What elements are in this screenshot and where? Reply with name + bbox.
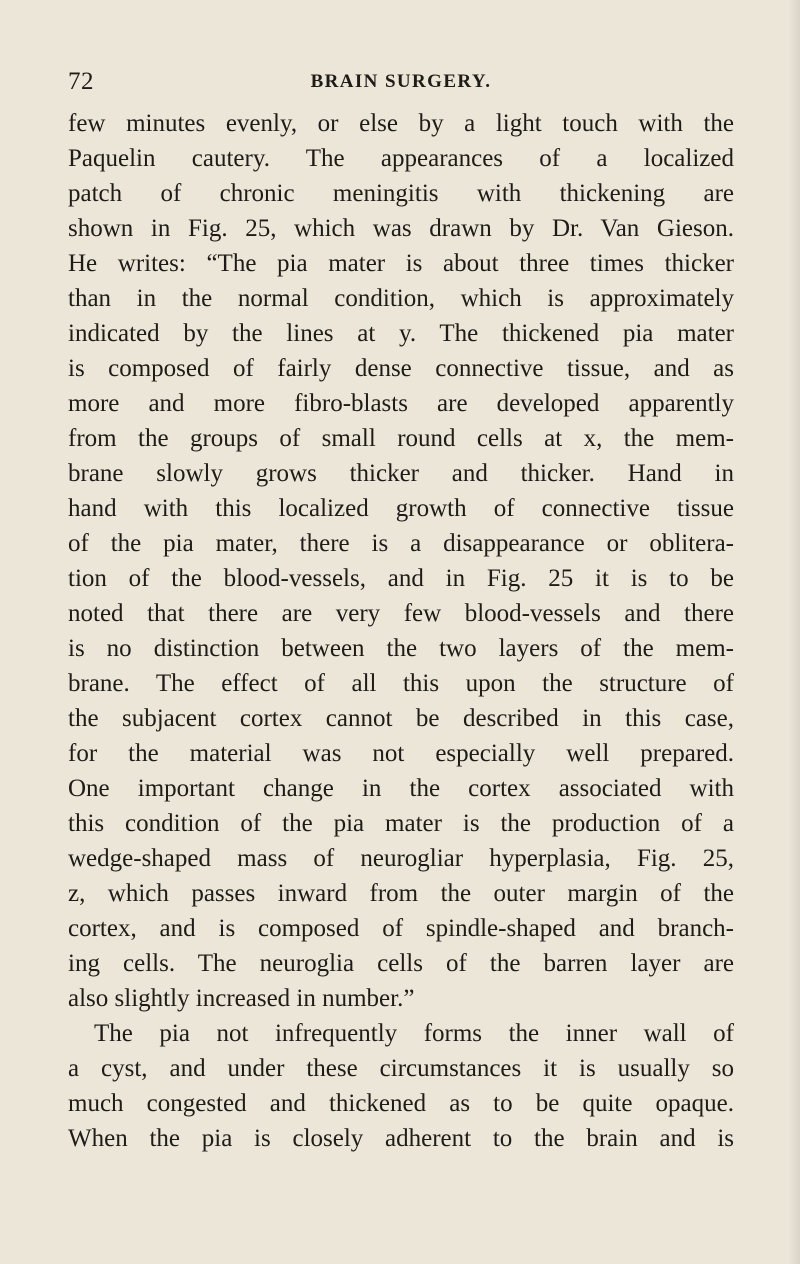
text-line: cortex, and is composed of spindle-shaped and branch- — [68, 915, 734, 942]
paragraph-start-line: The pia not infrequently forms the inner wall of — [94, 1020, 734, 1047]
text-line: z, which passes inward from the outer margin of the — [68, 880, 734, 907]
text-line: also slightly increased in number.” — [68, 985, 415, 1012]
text-line: Paquelin cautery. The appearances of a localized — [68, 145, 734, 172]
text-line: When the pia is closely adherent to the brain and is — [68, 1125, 734, 1152]
body-text — [68, 106, 734, 1156]
running-title: BRAIN SURGERY. — [310, 71, 492, 92]
text-line: brane slowly grows thicker and thicker. Hand in — [68, 460, 734, 487]
text-line: One important change in the cortex associated with — [68, 775, 734, 802]
text-line: wedge-shaped mass of neurogliar hyperplasia, Fig. 25, — [68, 845, 734, 872]
text-line: noted that there are very few blood-vessels and there — [68, 600, 734, 627]
text-line: few minutes evenly, or else by a light touch with the — [68, 110, 734, 137]
text-line: the subjacent cortex cannot be described in this case, — [68, 705, 734, 732]
page-header — [68, 66, 734, 98]
text-line: is composed of fairly dense connective tissue, and as — [68, 355, 734, 382]
text-line: from the groups of small round cells at x, the mem- — [68, 425, 734, 452]
text-line: hand with this localized growth of connective tissue — [68, 495, 734, 522]
text-line: more and more fibro-blasts are developed apparently — [68, 390, 734, 417]
text-line: ing cells. The neuroglia cells of the barren layer are — [68, 950, 734, 977]
text-line: is no distinction between the two layers of the mem- — [68, 635, 734, 662]
text-line: patch of chronic meningitis with thickening are — [68, 180, 734, 207]
text-line: this condition of the pia mater is the production of a — [68, 810, 734, 837]
text-line: brane. The effect of all this upon the structure of — [68, 670, 734, 697]
page-number: 72 — [68, 68, 94, 95]
page-edge-shadow — [788, 0, 800, 1264]
text-line: for the material was not especially well prepared. — [68, 740, 734, 767]
text-line: shown in Fig. 25, which was drawn by Dr. Van Gieson. — [68, 215, 734, 242]
text-line: He writes: “The pia mater is about three times thicker — [68, 250, 734, 277]
text-line: much congested and thickened as to be quite opaque. — [68, 1090, 734, 1117]
text-line: indicated by the lines at y. The thickened pia mater — [68, 320, 734, 347]
text-line: of the pia mater, there is a disappearance or oblitera- — [68, 530, 734, 557]
text-line: a cyst, and under these circumstances it is usually so — [68, 1055, 734, 1082]
text-line: tion of the blood-vessels, and in Fig. 25 it is to be — [68, 565, 734, 592]
text-line: than in the normal condition, which is approximately — [68, 285, 734, 312]
